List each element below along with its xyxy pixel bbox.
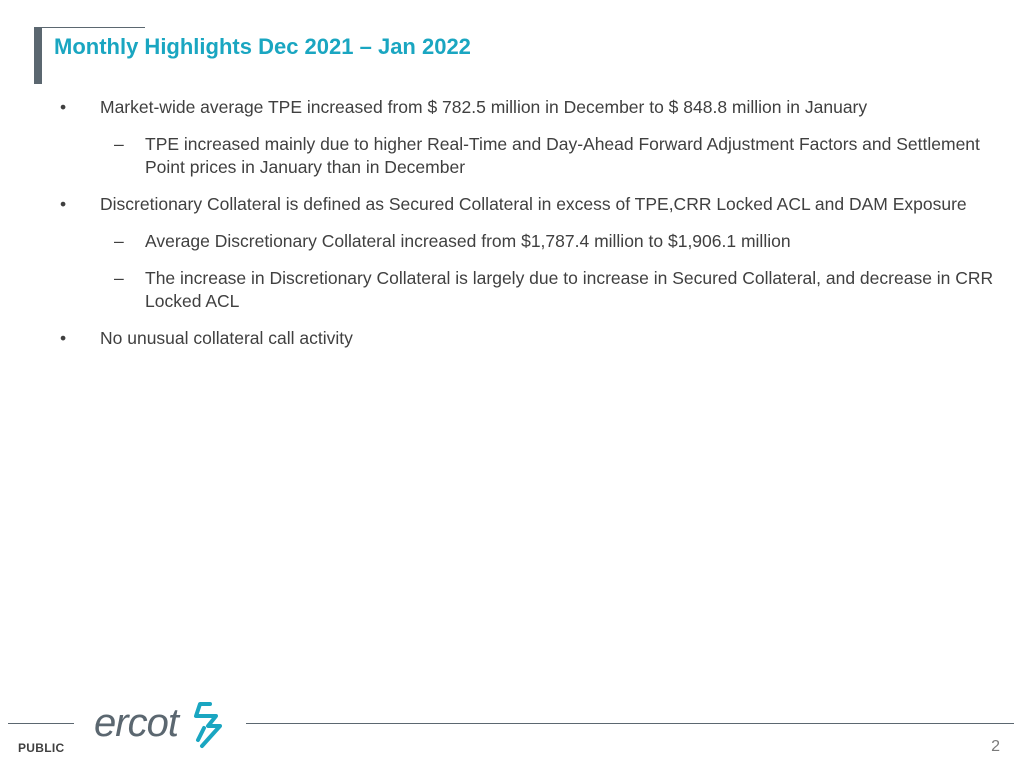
ercot-logo (92, 700, 228, 752)
bullet-marker: • (60, 97, 67, 117)
bullet-text: No unusual collateral call activity (100, 328, 353, 348)
bullet-marker: • (60, 328, 67, 348)
sub-bullet-text: The increase in Discretionary Collateral is largely due to increase in Secured Collateral, and decrease in CRR Locked ACL (145, 268, 994, 311)
sub-bullet-marker: – (114, 231, 124, 251)
sub-bullet-marker: – (114, 268, 124, 288)
logo-wordmark: ercot (94, 701, 178, 745)
page-number: 2 (991, 738, 1000, 755)
classification-label: PUBLIC (18, 741, 65, 755)
bullet-item (60, 193, 1004, 216)
slide-title: Monthly Highlights Dec 2021 – Jan 2022 (54, 34, 471, 59)
sub-bullet-item (114, 230, 1004, 253)
sub-bullet-marker: – (114, 134, 124, 154)
ercot-bolt-icon (196, 704, 220, 746)
slide-content (0, 96, 1024, 364)
sub-bullet-text: Average Discretionary Collateral increased from $1,787.4 million to $1,906.1 million (145, 231, 791, 251)
bullet-marker: • (60, 194, 67, 214)
footer-divider-left (8, 723, 74, 724)
sub-bullet-text: TPE increased mainly due to higher Real-Time and Day-Ahead Forward Adjustment Factors and Settlement Point prices in January than in December (145, 134, 980, 177)
title-top-rule (42, 27, 145, 28)
bullet-text: Discretionary Collateral is defined as Secured Collateral in excess of TPE,CRR Locked ACL and DAM Exposure (100, 194, 967, 214)
sub-bullet-item (114, 267, 1004, 313)
bullet-item (60, 96, 1004, 119)
bullet-item (60, 327, 1004, 350)
footer-divider-right (246, 723, 1014, 724)
title-accent-bar (34, 27, 42, 84)
bullet-text: Market-wide average TPE increased from $ 782.5 million in December to $ 848.8 million in January (100, 97, 868, 117)
sub-bullet-item (114, 133, 1004, 179)
